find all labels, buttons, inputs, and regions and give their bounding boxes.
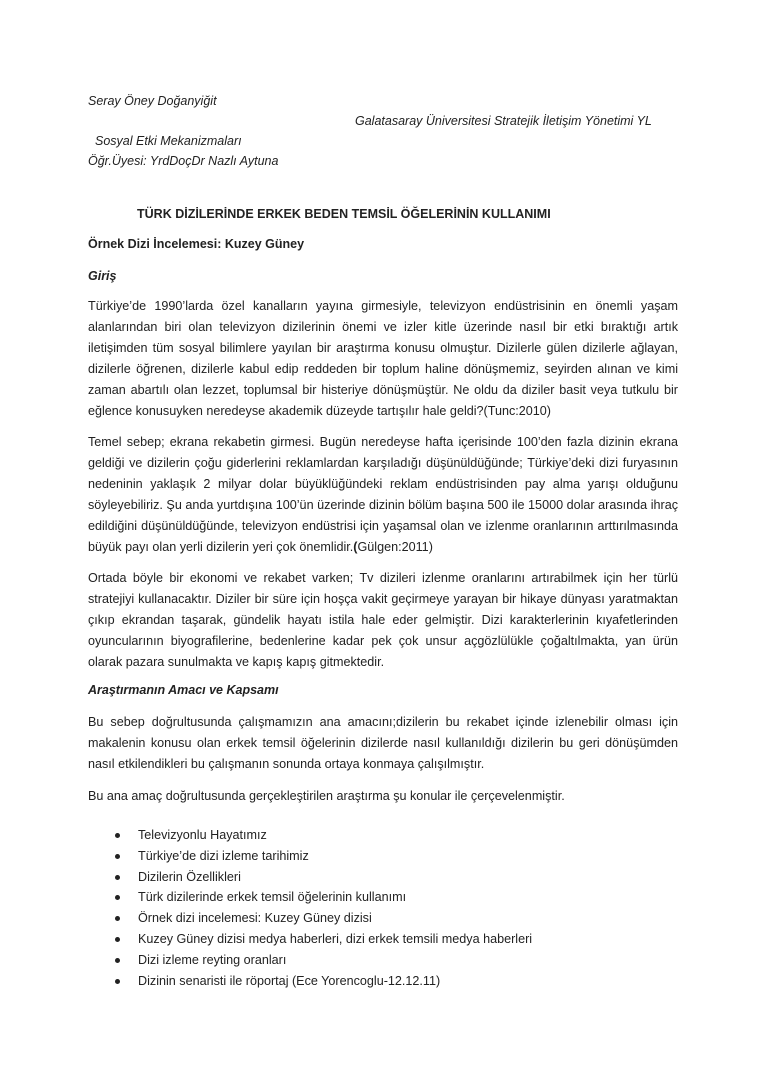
intro-paragraph-2-text: Temel sebep; ekrana rekabetin girmesi. Bugün neredeyse hafta içerisinde 100’den fazla dizinin ekrana geldiği ve dizilerin çoğu giderlerini reklamlardan karşıladığı düşünüldüğünde; Türkiye’deki dizi furyasının nedeninin yaklaşık 2 milyar dolar büyüklüğündeki reklam endüstrisinden pay alma yarışı olduğunu söyleyebiliriz. Şu anda yurtdışına 100’ün üzerinde dizinin bölüm başına 500 ile 15000 dolar arasında ihraç edildiğini düşünüldüğünde, televizyon endüstrisi için yaşamsal olan ve izlenme oranlarının arttırılmasında büyük payı olan yerli dizilerin yeri çok önemlidir. bbox=[88, 435, 678, 554]
author-name: Seray Öney Doğanyiğit bbox=[88, 94, 217, 108]
instructor: Öğr.Üyesi: YrdDoçDr Nazlı Aytuna bbox=[88, 154, 279, 168]
list-item bbox=[112, 887, 532, 908]
list-item bbox=[112, 950, 532, 971]
document-subtitle: Örnek Dizi İncelemesi: Kuzey Güney bbox=[88, 237, 305, 251]
list-item bbox=[112, 825, 532, 846]
list-item bbox=[112, 867, 532, 888]
bullet-icon bbox=[115, 958, 120, 963]
aim-paragraph-2: Bu ana amaç doğrultusunda gerçekleştirilen araştırma şu konular ile çerçevelenmiştir. bbox=[88, 789, 565, 803]
list-item-text: Türk dizilerinde erkek temsil öğelerinin kullanımı bbox=[138, 890, 407, 905]
list-item-text: Dizi izleme reyting oranları bbox=[138, 952, 287, 967]
bullet-icon bbox=[115, 833, 120, 838]
list-item bbox=[112, 908, 532, 929]
list-item-text: Dizilerin Özellikleri bbox=[138, 869, 241, 884]
intro-paragraph-3: Ortada böyle bir ekonomi ve rekabet varken; Tv dizileri izlenme oranlarını artırabilmek için her türlü stratejiyi kullanacaktır. Diziler bir süre için hoşça vakit geçirmeye yarayan bir hikaye dünyası yaratmaktan çıkıp ekrandan taşarak, gündelik hayatı istila hale eder gelmiştir. Dizi karakterlerinin kıyafetlerinden oyuncularının biyografilerine, bedenlerine kadar pek çok unsur açgözlülükle çoğaltılmakta, yan ürün olarak pazara sunulmakta ve kapış kapış gitmektedir. bbox=[88, 571, 678, 669]
list-item-text: Örnek dizi incelemesi: Kuzey Güney dizisi bbox=[138, 911, 372, 926]
intro-paragraph-2 bbox=[88, 432, 678, 558]
bullet-icon bbox=[115, 875, 120, 880]
intro-paragraph-1: Türkiye’de 1990’larda özel kanalların yayına girmesiyle, televizyon endüstrisinin en önemli yaşam alanlarından biri olan televizyon dizilerinin önemi ve izler kitle üzerinde nasıl bir etki bıraktığı artık iletişimden tüm sosyal bilimlere yayılan bir araştırma konusu olmuştur. Dizilerle gülen dizilerle ağlayan, dizilerle öğrenen, dizilerle kabul edip reddeden bir toplum haline dönüşmemiz, seyirden alınan ve kimi zaman abartılı olan lezzet, toplumsal bir histeriye dönüşmüştür. Ne oldu da diziler basit veya tutkulu bir eğlence konusuyken neredeyse akademik düzeyde tartışılır hale geldi?(Tunc:2010) bbox=[88, 299, 678, 418]
bullet-icon bbox=[115, 895, 120, 900]
course-name: Sosyal Etki Mekanizmaları bbox=[95, 134, 242, 148]
intro-paragraph-2-paren: ( bbox=[353, 540, 358, 554]
aim-paragraph-1: Bu sebep doğrultusunda çalışmamızın ana amacını;dizilerin bu rekabet içinde izlenebilir olması için makalenin konusu olan erkek temsil öğelerinin dizilerde nasıl kullanıldığı dizilerin bu geri dönüşümden nasıl etkilendikleri bu çalışmanın sonunda ortaya konmaya çalışılmıştır. bbox=[88, 715, 678, 771]
bullet-icon bbox=[115, 916, 120, 921]
bullet-icon bbox=[115, 979, 120, 984]
document-title: TÜRK DİZİLERİNDE ERKEK BEDEN TEMSİL ÖĞELERİNİN KULLANIMI bbox=[137, 207, 551, 221]
topics-list bbox=[112, 825, 532, 991]
list-item-text: Televizyonlu Hayatımız bbox=[138, 828, 267, 842]
intro-heading: Giriş bbox=[88, 269, 117, 283]
aim-heading: Araştırmanın Amacı ve Kapsamı bbox=[88, 683, 279, 697]
list-item-text: Dizinin senaristi ile röportaj (Ece Yorencoglu-12.12.11) bbox=[138, 973, 441, 988]
list-item bbox=[112, 971, 532, 992]
institution: Galatasaray Üniversitesi Stratejik İletişim Yönetimi YL bbox=[355, 114, 652, 128]
list-item bbox=[112, 929, 532, 950]
list-item bbox=[112, 846, 532, 867]
bullet-icon bbox=[115, 937, 120, 942]
list-item-text: Kuzey Güney dizisi medya haberleri, dizi erkek temsili medya haberleri bbox=[138, 931, 533, 946]
intro-paragraph-2-citation: Gülgen:2011) bbox=[357, 540, 433, 554]
bullet-icon bbox=[115, 854, 120, 859]
list-item-text: Türkiye’de dizi izleme tarihimiz bbox=[138, 848, 309, 863]
